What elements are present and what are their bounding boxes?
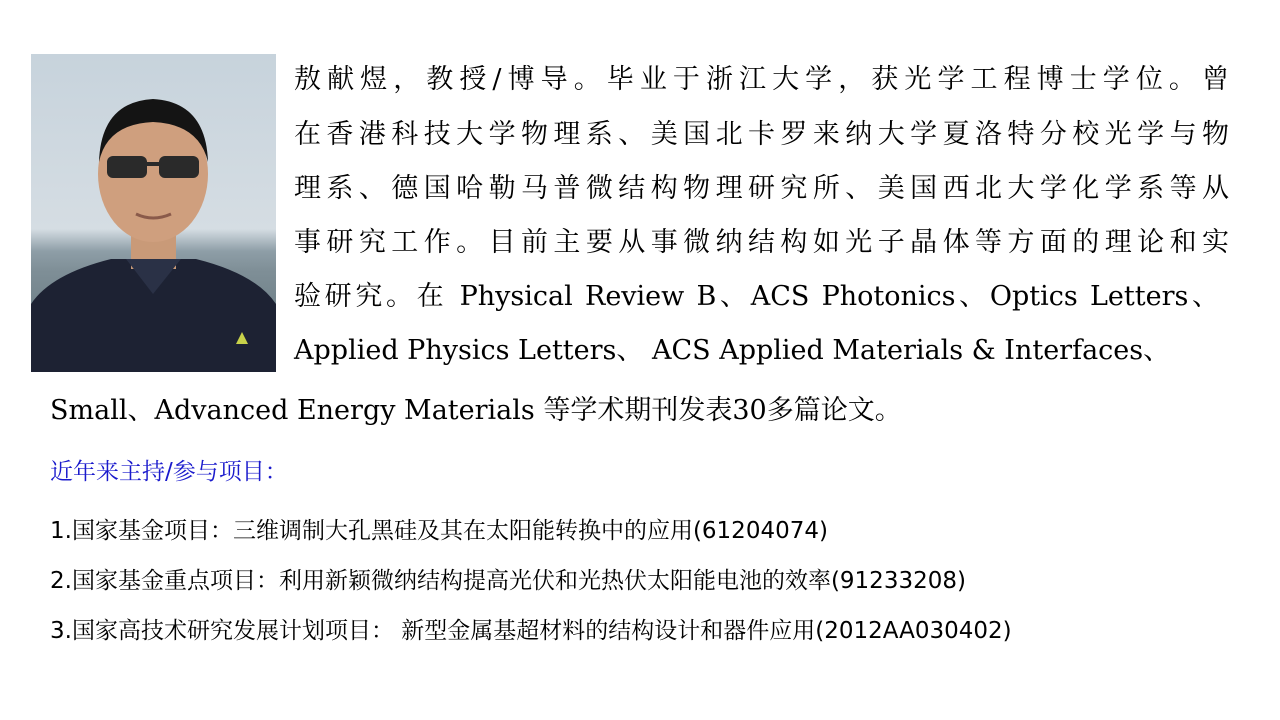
project-item-1: 1.国家基金项目：三维调制大孔黑硅及其在太阳能转换中的应用(61204074) <box>50 518 828 544</box>
project-item-2: 2.国家基金重点项目：利用新颖微纳结构提高光伏和光热伏太阳能电池的效率(91233208) <box>50 568 966 594</box>
bio-line-4: 事研究工作。目前主要从事微纳结构如光子晶体等方面的理论和实 <box>294 227 1229 258</box>
project-item-3: 3.国家高技术研究发展计划项目： 新型金属基超材料的结构设计和器件应用(2012AA030402) <box>50 618 1012 644</box>
bio-line-3: 理系、德国哈勒马普微结构物理研究所、美国西北大学化学系等从 <box>294 173 1229 204</box>
projects-heading: 近年来主持/参与项目： <box>50 459 288 485</box>
bio-line-5: 验研究。在 Physical Review B、ACS Photonics、Optics Letters、 <box>294 281 1219 312</box>
bio-line-2: 在香港科技大学物理系、美国北卡罗来纳大学夏洛特分校光学与物 <box>294 119 1229 150</box>
bio-line-7: Small、Advanced Energy Materials 等学术期刊发表30多篇论文。 <box>50 395 902 426</box>
profile-photo <box>31 54 276 372</box>
bio-line-1: 敖献煜，教授/博导。毕业于浙江大学，获光学工程博士学位。曾 <box>294 64 1229 95</box>
bio-line-6: Applied Physics Letters、 ACS Applied Materials & Interfaces、 <box>294 335 1171 366</box>
